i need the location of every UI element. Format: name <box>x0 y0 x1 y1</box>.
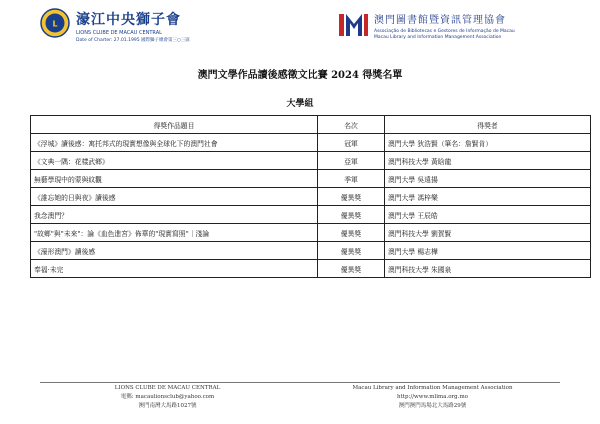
work-title-cell: 無藝學現中的蒙與紋觀 <box>31 170 318 188</box>
library-association-logo-icon <box>337 10 369 40</box>
footer-lions-club-name: LIONS CLUBE DE MACAU CENTRAL <box>114 385 221 391</box>
lions-club-name-cn: 濠江中央獅子會 <box>76 12 181 28</box>
footer-divider <box>40 382 560 383</box>
lions-club-name-en: LIONS CLUBE DE MACAU CENTRAL <box>76 30 162 36</box>
footer-association-name: Macau Library and Information Management Association <box>352 385 513 391</box>
column-header-rank: 名次 <box>318 116 385 134</box>
winner-cell: 澳門大學 狄浩賢（筆名：詹賢肯） <box>385 134 591 152</box>
rank-cell: 優異獎 <box>318 224 385 242</box>
rank-cell: 季軍 <box>318 170 385 188</box>
rank-cell: 亞軍 <box>318 152 385 170</box>
winner-cell: 澳門科技大學 劉賀賢 <box>385 224 591 242</box>
table-row <box>31 134 591 152</box>
winner-cell: 澳門大學 王辰皓 <box>385 206 591 224</box>
column-header-work: 得獎作品題目 <box>31 116 318 134</box>
table-row <box>31 152 591 170</box>
work-title-cell: 《濠形澳門》讀後感 <box>31 242 318 260</box>
library-association-name-en: Macau Library and Information Management Association <box>374 35 502 40</box>
work-title-cell: 奉福·未完 <box>31 260 318 278</box>
rank-cell: 冠軍 <box>318 134 385 152</box>
footer-association-website[interactable]: http://www.mlima.org.mo <box>397 394 468 400</box>
table-row <box>31 188 591 206</box>
winner-cell: 澳門大學 吳遠揚 <box>385 170 591 188</box>
footer-association-info <box>305 384 560 411</box>
svg-text:L: L <box>52 19 58 29</box>
table-row <box>31 170 591 188</box>
award-winners-table <box>30 115 591 278</box>
work-title-cell: "故鄉"與"未來"：論《血色進宮》佈華的"現實寫照"｜淺論 <box>31 224 318 242</box>
winner-cell: 澳門科技大學 黃晗龍 <box>385 152 591 170</box>
column-header-winner: 得獎者 <box>385 116 591 134</box>
winner-cell: 澳門大學 楊志樺 <box>385 242 591 260</box>
lions-club-logo-icon <box>40 8 70 38</box>
footer-lions-club-address: 澳門南灣大馬路1027號 <box>138 403 197 409</box>
winner-cell: 澳門大學 馮梓樂 <box>385 188 591 206</box>
library-association-name-block <box>374 11 574 40</box>
work-title-cell: 我念澳門？ <box>31 206 318 224</box>
work-title-cell: 《文典一隅：花樣武鄉》 <box>31 152 318 170</box>
lions-club-name-block <box>76 9 246 43</box>
library-association-name-pt: Associação de Bibliotecas e Gestores de Informação de Macau <box>374 29 515 34</box>
footer-association-address: 澳門澳門馬場北大馬路29號 <box>398 403 467 409</box>
footer-lions-club-info <box>40 384 295 411</box>
work-title-cell: 《浮城》讀後感：寓托邦式的現實想像與全球化下的澳門社會 <box>31 134 318 152</box>
award-group-heading: 大學組 <box>286 99 314 109</box>
table-row <box>31 260 591 278</box>
table-row <box>31 206 591 224</box>
table-row <box>31 242 591 260</box>
rank-cell: 優異獎 <box>318 206 385 224</box>
library-association-name-cn: 澳門圖書館暨資訊管理協會 <box>374 15 506 26</box>
table-header-row <box>31 116 591 134</box>
winner-cell: 澳門科技大學 朱國泉 <box>385 260 591 278</box>
table-row <box>31 224 591 242</box>
rank-cell: 優異獎 <box>318 260 385 278</box>
document-title: 澳門文學作品讀後感徵文比賽 2024 得獎名單 <box>197 70 403 81</box>
footer-lions-club-email[interactable]: 電郵: macaulionsclub@yahoo.com <box>120 394 215 400</box>
rank-cell: 優異獎 <box>318 242 385 260</box>
rank-cell: 優異獎 <box>318 188 385 206</box>
lions-club-sub-text: Date of Charter: 27.01.1995 國際獅子總會第三○三區 <box>76 38 190 43</box>
work-title-cell: 《誰忘她的日與夜》讀後感 <box>31 188 318 206</box>
